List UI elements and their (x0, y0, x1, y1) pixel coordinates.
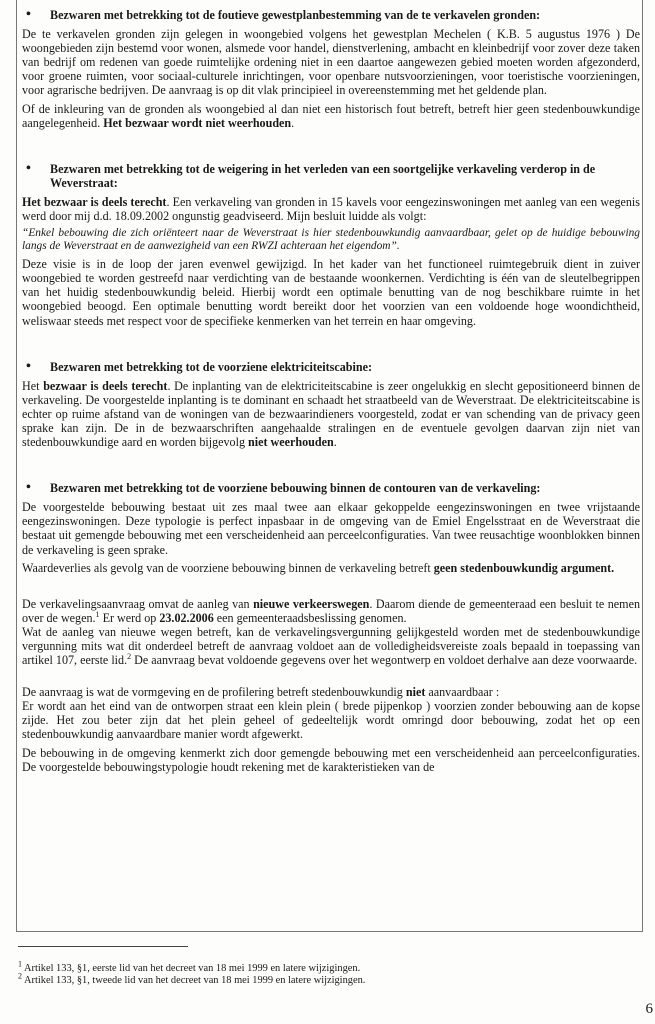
verdict: bezwaar is deels terecht (43, 378, 168, 393)
section-heading: • Bezwaren met betrekking tot de weigering in het verleden van een soortgelijke verkaveling verderop in de Weverstraat: (26, 162, 640, 190)
section-weigering (22, 162, 640, 328)
footnote-divider (18, 946, 188, 947)
paragraph: De te verkavelen gronden zijn gelegen in woongebied volgens het gewestplan Mechelen ( K.B. 5 augustus 1976 ) De woongebieden zijn bestemd voor wonen, alsmede voor handel, dienstverlening, ambacht en kleinbedrijf voor zover deze taken van bedrijf om redenen van goede ruimtelijke ordening niet in een daartoe aangewezen gebied moeten worden afgezonderd, voor groene ruimten, voor sociaal-culturele inrichtingen, voor openbare nutsvoorzieningen, voor toeristische voorzieningen, voor agrarische bedrijven. De aanvraag is op dit vlak principieel in overeenstemming met het geldende plan. (22, 27, 640, 98)
document-body (22, 4, 640, 778)
section-bebouwing (22, 481, 640, 575)
quote: “Enkel bebouwing die zich oriënteert naar de Weverstraat is hier stedenbouwkundig aanvaardbaar, gelet op de huidige bebouwing langs de Weverstraat en de aanwezigheid van een RWZI achteraan het eigendom”. (22, 227, 640, 253)
paragraph-wegen: Wat de aanleg van nieuwe wegen betreft, kan de verkavelingsvergunning gelijkgesteld worden met de stedenbouwkundige vergunning mits wat dit onderdeel betreft de aanvraag voldoet aan de volledigheidsvereiste zoals bepaald in toepassing van artikel 107, eerste lid.$^2$ De aanvraag bevat voldoende gegevens over het wegontwerp en voldoet derhalve aan deze voorwaarde. (22, 624, 640, 668)
paragraph: Het bezwaar is deels terecht. De inplanting van de elektriciteitscabine is zeer ongelukkig en slecht gepositioneerd binnen de verkaveling. De voorgestelde inplanting is te dominant en schaadt het straatbeeld van de Weverstraat. De elektriciteitscabine is echter op ruime afstand van de woningen van de bezwaarindieners voorgesteld, zodat er van schending van de privacy geen sprake kan zijn. De in de bezwaarschriften aangehaalde stralingen en de eventuele gevolgen daarvan zijn niet van stedenbouwkundige aard en worden bijgevolg niet weerhouden. (22, 378, 640, 450)
section-elektriciteitscabine (22, 360, 640, 450)
paragraph-omgeving: De bebouwing in de omgeving kenmerkt zich door gemengde bebouwing met een verscheidenheid aan perceelconfiguraties. De voorgestelde bebouwingstypologie houdt rekening met de karakteristieken van de (22, 745, 640, 774)
footnote-ref: 1 (95, 609, 100, 619)
footnote: $^2$ Artikel 133, §1, tweede lid van het decreet van 18 mei 1999 en latere wijzigingen. (18, 971, 366, 987)
page-number: 6 (645, 1001, 653, 1017)
paragraph: De voorgestelde bebouwing bestaat uit zes maal twee aan elkaar gekoppelde eengezinswoningen en twee vrijstaande eengezinswoningen. Deze typologie is perfect inpasbaar in de omgeving van de Emiel Engelsstraat en de Weverstraat die bestaat uit gemengde bebouwing met een verscheidenheid aan perceelconfiguraties. Van twee reusachtige woonblokken binnen de verkaveling is geen sprake. (22, 500, 640, 557)
paragraph-vormgeving: De aanvraag is wat de vormgeving en de profilering betreft stedenbouwkundig niet aanvaardbaar : (22, 685, 500, 700)
verdict: niet weerhouden (248, 435, 334, 450)
paragraph: Deze visie is in de loop der jaren evenwel gewijzigd. In het kader van het functioneel ruimtegebruik dient in zuiver woongebied te worden gestreefd naar verdichting van de bestaande woonkernen. Verdichting is één van de sleutelbegrippen van het huidig stedenbouwkundig beleid. Hierbij wordt een optimale benutting van de nog beschikbare ruimte in het woongebied beoogd. Een optimale benutting wordt bereikt door het voorzien van een voldoende hoge woondichtheid, weliswaar steeds met respect voor de specifieke kenmerken van het terrein en haar omgeving. (22, 257, 640, 328)
paragraph: Waardeverlies als gevolg van de voorziene bebouwing binnen de verkaveling betreft geen stedenbouwkundig argument. (22, 560, 615, 575)
verdict: geen stedenbouwkundig argument. (433, 560, 615, 575)
paragraph: Of de inkleuring van de gronden als woongebied al dan niet een historisch fout betreft, betreft hier geen stedenbouwkundige aangelegenheid. Het bezwaar wordt niet weerhouden. (22, 101, 640, 130)
section-heading: • Bezwaren met betrekking tot de voorziene bebouwing binnen de contouren van de verkaveling: (26, 481, 640, 495)
footnotes (18, 959, 578, 988)
verdict: Het bezwaar is deels terecht (22, 194, 167, 209)
paragraph: Het bezwaar is deels terecht. Een verkaveling van gronden in 15 kavels voor eengezinswoningen met aanleg van een wegenis werd door mij d.d. 18.09.2002 ongunstig geadviseerd. Mijn besluit luidde als volgt: (22, 194, 640, 224)
section-gewestplan (22, 8, 640, 130)
footnote: $^1$ Artikel 133, §1, eerste lid van het decreet van 18 mei 1999 en latere wijzigingen. (18, 959, 361, 974)
footnote-ref: 2 (127, 652, 132, 662)
section-heading: • Bezwaren met betrekking tot de voorziene elektriciteitscabine: (26, 360, 640, 374)
paragraph-verkeerswegen: De verkavelingsaanvraag omvat de aanleg van nieuwe verkeerswegen. Daarom diende de gemeenteraad een besluit te nemen over de wegen.$^1$ Er werd op 23.02.2006 een gemeenteraadsbeslissing genomen. (22, 596, 640, 625)
section-heading: • Bezwaren met betrekking tot de foutieve gewestplanbestemming van de te verkavelen gronden: (26, 8, 640, 22)
paragraph-plein: Er wordt aan het eind van de ontworpen straat een klein plein ( brede pijpenkop ) voorzien zonder bebouwing aan de kopse zijde. Het zou beter zijn dat het plein geheel of gedeeltelijk wordt omringd door bebouwing, zodat het op een stedenbouwkundig aanvaardbare manier wordt afgewerkt. (22, 699, 640, 742)
verdict: Het bezwaar wordt niet weerhouden (103, 115, 292, 130)
